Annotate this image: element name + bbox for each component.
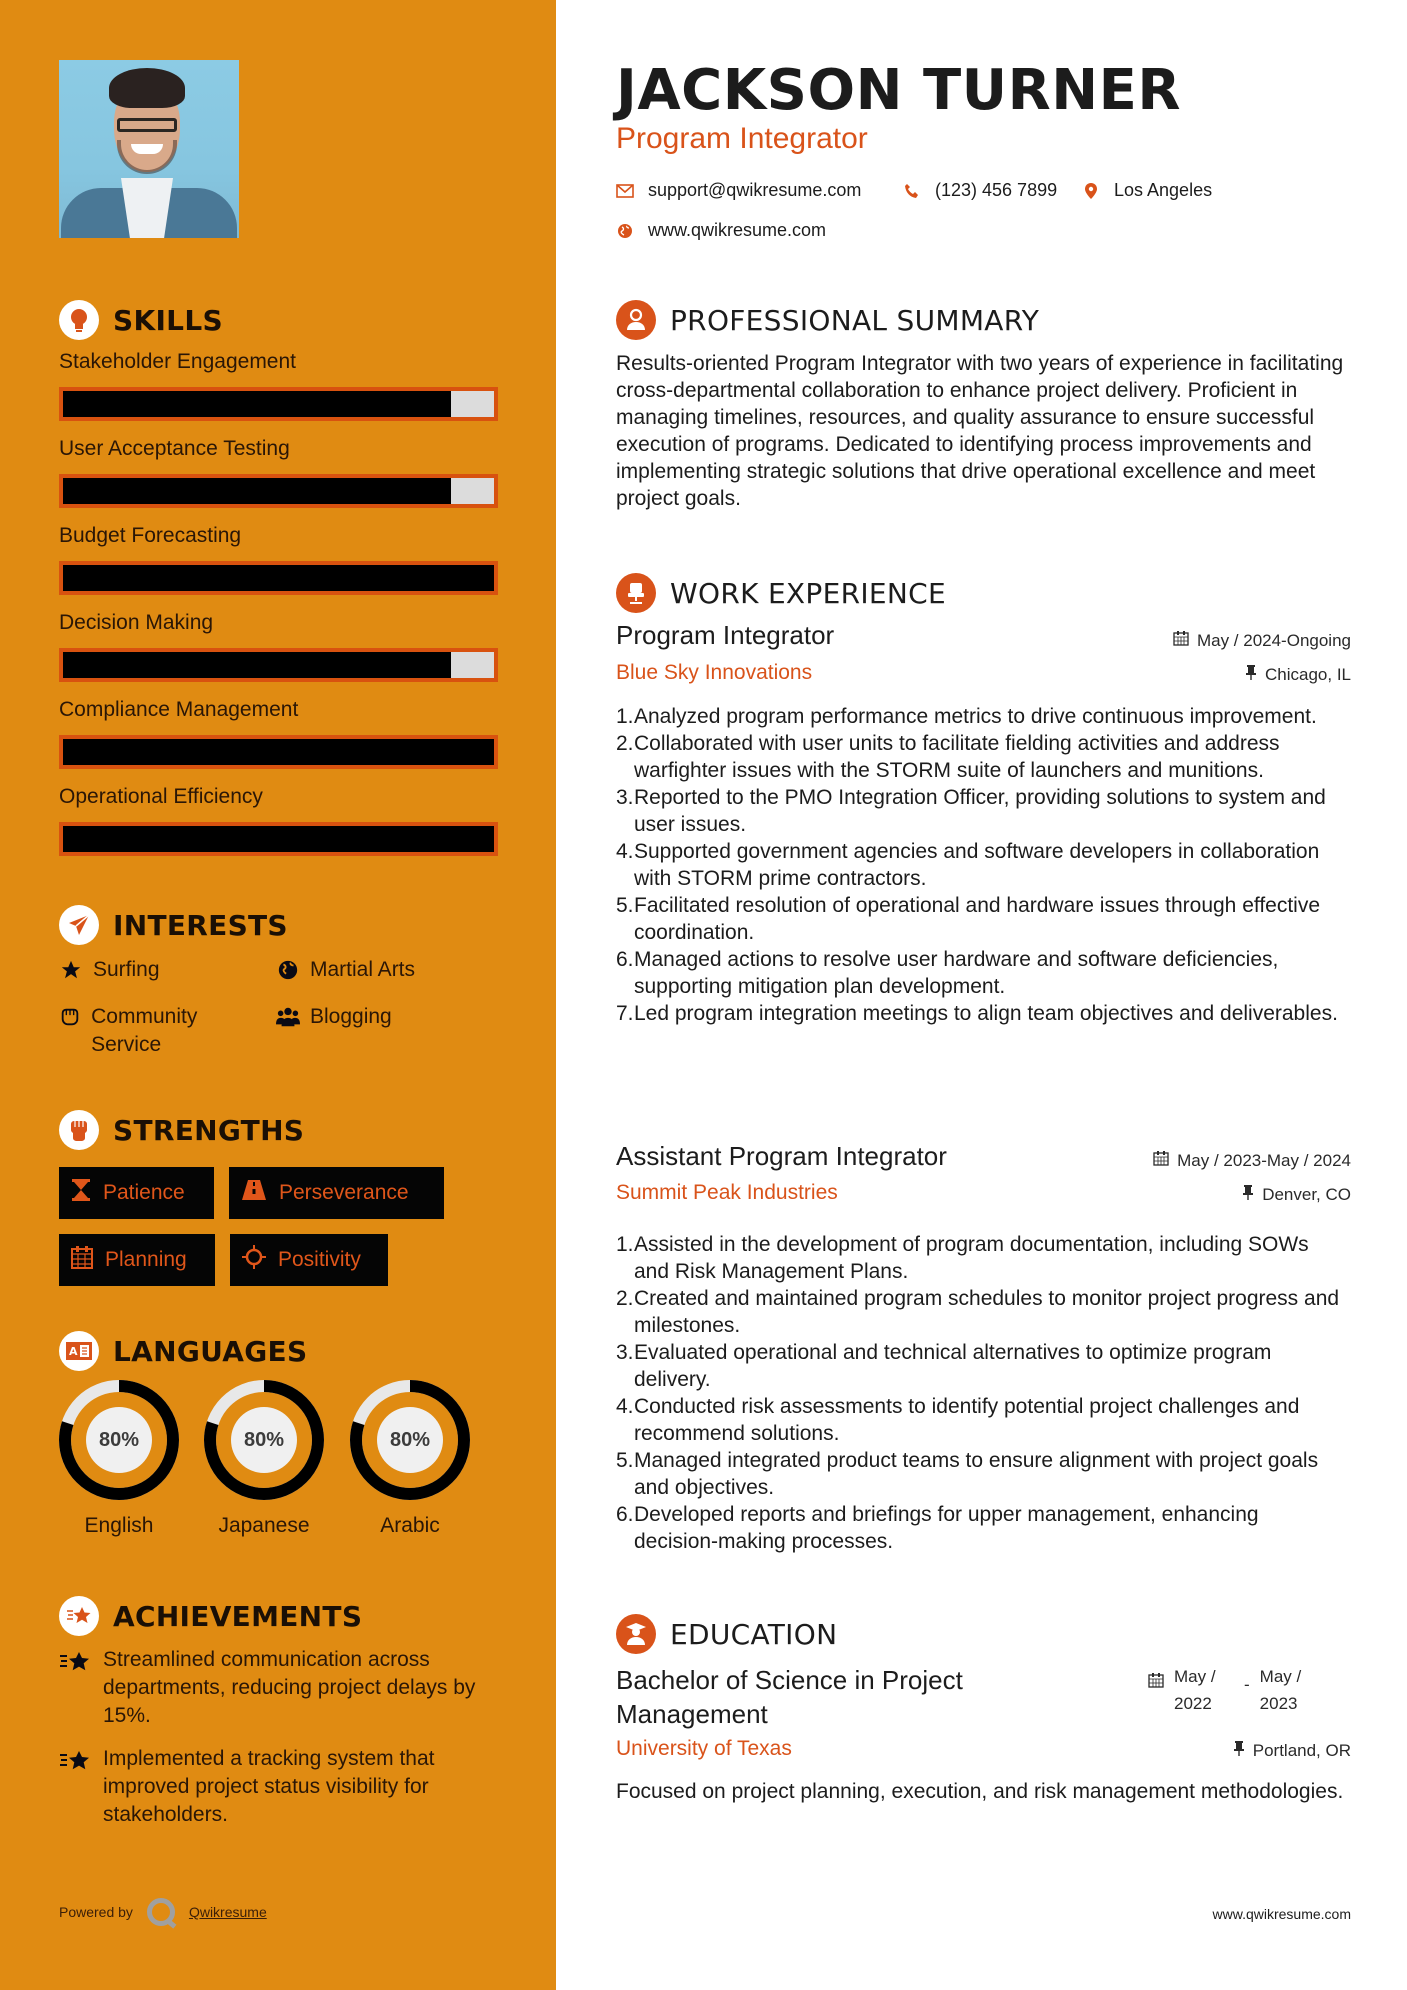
pushpin-icon <box>1242 1184 1254 1205</box>
interests-heading <box>59 905 288 945</box>
svg-text:A: A <box>69 1345 78 1358</box>
translate-icon <box>59 1331 99 1371</box>
interest-label: Community Service <box>91 1005 198 1056</box>
phone-text: (123) 456 7899 <box>935 180 1058 200</box>
interests-title: INTERESTS <box>113 908 288 942</box>
skill-item <box>59 437 499 508</box>
bullet-item: 4. Supported government agencies and software developers in collaboration with STORM prime contractors. <box>616 840 1320 890</box>
skill-item <box>59 524 499 595</box>
experience-heading <box>616 573 946 613</box>
skill-item <box>59 698 499 769</box>
achievement-text: Implemented a tracking system that improved project status visibility for stakeholders. <box>103 1747 435 1826</box>
strength-badge <box>230 1234 388 1286</box>
language-item <box>350 1380 470 1538</box>
paper-plane-icon <box>59 905 99 945</box>
bullet-item: 1. Analyzed program performance metrics to drive continuous improvement. <box>616 705 1317 728</box>
map-pin-icon <box>1082 182 1100 200</box>
bullet-item: 2. Collaborated with user units to facilitate fielding activities and address warfighter issues with the STORM suite of launchers and munitions. <box>616 732 1280 782</box>
experience-title: WORK EXPERIENCE <box>670 576 946 610</box>
summary-title: PROFESSIONAL SUMMARY <box>670 303 1040 337</box>
candidate-role: Program Integrator <box>616 122 868 155</box>
job-dates-text: May / 2023-May / 2024 <box>1177 1150 1351 1170</box>
job-title: Assistant Program Integrator <box>616 1141 947 1171</box>
school-name: University of Texas <box>616 1737 792 1760</box>
language-progress-ring <box>350 1380 470 1500</box>
strength-label: Positivity <box>278 1248 361 1271</box>
interest-item <box>59 1003 259 1059</box>
language-percent: 80% <box>231 1407 297 1473</box>
lightbulb-icon <box>59 300 99 340</box>
languages-heading <box>59 1331 307 1371</box>
strength-label: Perseverance <box>279 1181 409 1204</box>
strengths-heading <box>59 1110 304 1150</box>
skill-bar <box>59 735 498 769</box>
email-text: support@qwikresume.com <box>648 180 862 200</box>
bullet-item: 2. Created and maintained program schedules to monitor project progress and milestones. <box>616 1287 1340 1337</box>
language-name: Arabic <box>380 1514 440 1537</box>
skill-bar <box>59 648 498 682</box>
users-icon <box>276 1003 300 1031</box>
office-chair-icon <box>616 573 656 613</box>
shooting-star-icon <box>59 1646 91 1730</box>
skill-name: Budget Forecasting <box>59 524 242 547</box>
skill-name: Compliance Management <box>59 698 299 721</box>
qwikresume-logo-icon <box>147 1898 175 1926</box>
education-location-text: Portland, OR <box>1252 1740 1351 1760</box>
skill-name: Operational Efficiency <box>59 785 263 808</box>
hourglass-icon <box>71 1178 91 1208</box>
education-end: May / 2023 <box>1259 1667 1302 1713</box>
achievement-item <box>59 1646 499 1730</box>
language-progress-ring <box>204 1380 324 1500</box>
strength-badge <box>59 1167 214 1219</box>
skill-bar-fill <box>63 652 451 678</box>
bullet-item: 5. Managed integrated product teams to ensure alignment with project goals and objectives. <box>616 1449 1319 1499</box>
job-location-text: Denver, CO <box>1262 1184 1351 1204</box>
skill-bar-fill <box>63 826 494 852</box>
achievement-item <box>59 1745 499 1829</box>
calendar-icon <box>1148 1663 1164 1717</box>
skill-bar-fill <box>63 565 494 591</box>
achievements-title: ACHIEVEMENTS <box>113 1599 363 1633</box>
star-icon <box>59 956 83 984</box>
skill-item <box>59 611 499 682</box>
calendar-icon <box>1153 1150 1169 1171</box>
user-icon <box>616 300 656 340</box>
job-title: Program Integrator <box>616 620 835 650</box>
skill-bar <box>59 387 498 421</box>
skill-bar-fill <box>63 391 451 417</box>
road-icon <box>241 1179 267 1207</box>
company-name: Blue Sky Innovations <box>616 661 813 684</box>
education-heading <box>616 1614 837 1654</box>
powered-by-label: Powered by <box>59 1904 133 1920</box>
contact-location <box>1082 180 1212 201</box>
languages-title: LANGUAGES <box>113 1334 308 1368</box>
fist-icon <box>59 1003 81 1031</box>
skill-bar <box>59 474 498 508</box>
website-text: www.qwikresume.com <box>648 220 827 240</box>
language-name: English <box>84 1514 154 1537</box>
language-progress-ring <box>59 1380 179 1500</box>
skill-bar <box>59 822 498 856</box>
skills-title: SKILLS <box>113 303 223 337</box>
strength-badge <box>59 1234 215 1286</box>
job-location-text: Chicago, IL <box>1265 664 1351 684</box>
calendar-icon <box>1173 630 1189 651</box>
skill-name: Decision Making <box>59 611 214 634</box>
globe-icon <box>276 956 300 984</box>
language-percent: 80% <box>377 1407 443 1473</box>
language-name: Japanese <box>218 1514 310 1537</box>
bullet-item: 6. Managed actions to resolve user hardware and software deficiencies, supporting mitigation plan development. <box>616 948 1279 998</box>
skill-name: Stakeholder Engagement <box>59 350 296 373</box>
education-description: Focused on project planning, execution, and risk management methodologies. <box>616 1780 1344 1803</box>
company-name: Summit Peak Industries <box>616 1181 838 1204</box>
interest-item <box>276 956 415 984</box>
job-dates-text: May / 2024-Ongoing <box>1196 630 1351 650</box>
phone-icon <box>903 182 921 200</box>
bullet-item: 3. Evaluated operational and technical alternatives to optimize program delivery. <box>616 1341 1272 1391</box>
contact-email[interactable] <box>616 180 861 201</box>
skill-bar-fill <box>63 739 494 765</box>
sun-icon <box>242 1245 266 1275</box>
pushpin-icon <box>1245 664 1257 685</box>
language-item <box>204 1380 324 1538</box>
candidate-name: JACKSON TURNER <box>616 58 1182 123</box>
shooting-star-icon <box>59 1596 99 1636</box>
globe-icon <box>616 222 634 240</box>
interest-label: Surfing <box>93 958 160 981</box>
language-item <box>59 1380 179 1538</box>
profile-photo <box>59 60 239 238</box>
main-content <box>556 0 1407 1990</box>
bullet-item: 5. Facilitated resolution of operational and hardware issues through effective coordination. <box>616 894 1321 944</box>
achievement-text: Streamlined communication across departments, reducing project delays by 15%. <box>103 1648 476 1727</box>
graduate-icon <box>616 1614 656 1654</box>
summary-heading <box>616 300 1039 340</box>
bullet-item: 1. Assisted in the development of program documentation, including SOWs and Risk Management Plans. <box>616 1233 1309 1283</box>
sidebar <box>0 0 556 1990</box>
interest-item <box>276 1003 392 1031</box>
job-location <box>1242 1184 1351 1205</box>
calendar-icon <box>71 1245 93 1275</box>
strengths-title: STRENGTHS <box>113 1113 305 1147</box>
degree-title: Bachelor of Science in Project Management <box>616 1665 963 1729</box>
raised-fist-icon <box>59 1110 99 1150</box>
skill-item <box>59 350 499 421</box>
achievements-heading <box>59 1596 362 1636</box>
interest-label: Martial Arts <box>310 958 416 981</box>
location-text: Los Angeles <box>1114 180 1213 200</box>
skill-item <box>59 785 499 856</box>
powered-by <box>59 1898 267 1926</box>
footer-website-link[interactable]: www.qwikresume.com <box>1212 1906 1351 1922</box>
pushpin-icon <box>1233 1740 1245 1761</box>
strength-label: Planning <box>105 1248 187 1271</box>
skill-name: User Acceptance Testing <box>59 437 290 460</box>
interest-label: Blogging <box>310 1005 392 1028</box>
education-location <box>1233 1740 1351 1761</box>
education-dates <box>1148 1663 1320 1717</box>
skill-bar-fill <box>63 478 451 504</box>
date-separator: - <box>1244 1675 1250 1694</box>
bullet-item: 6. Developed reports and briefings for upper management, enhancing decision-making processes. <box>616 1503 1259 1553</box>
summary-text: Results-oriented Program Integrator with two years of experience in facilitating cross-departmental collaboration to enhance project delivery. Proficient in managing timelines, resources, and quality assurance to ensure successful execution of programs. Dedicated to identifying process improvements and implementing strategic solutions that drive operational excellence and meet project goals. <box>616 352 1344 510</box>
qwikresume-link[interactable]: Qwikresume <box>188 1904 267 1920</box>
job-bullets <box>616 703 1346 1027</box>
strength-label: Patience <box>103 1181 185 1204</box>
job-dates <box>1153 1150 1351 1171</box>
education-title: EDUCATION <box>670 1617 838 1651</box>
skills-heading <box>59 300 223 340</box>
contact-website[interactable] <box>616 220 826 241</box>
job-dates <box>1173 630 1351 651</box>
job-location <box>1245 664 1351 685</box>
bullet-item: 7. Led program integration meetings to align team objectives and deliverables. <box>616 1002 1338 1025</box>
skill-bar <box>59 561 498 595</box>
envelope-icon <box>616 182 634 200</box>
strength-badge <box>229 1167 444 1219</box>
contact-phone[interactable] <box>903 180 1057 201</box>
bullet-item: 4. Conducted risk assessments to identify potential project challenges and recommend solutions. <box>616 1395 1300 1445</box>
language-percent: 80% <box>86 1407 152 1473</box>
bullet-item: 3. Reported to the PMO Integration Officer, providing solutions to system and user issues. <box>616 786 1326 836</box>
job-bullets <box>616 1231 1346 1555</box>
education-start: May / 2022 <box>1174 1667 1216 1713</box>
shooting-star-icon <box>59 1745 91 1829</box>
interest-item <box>59 956 160 984</box>
